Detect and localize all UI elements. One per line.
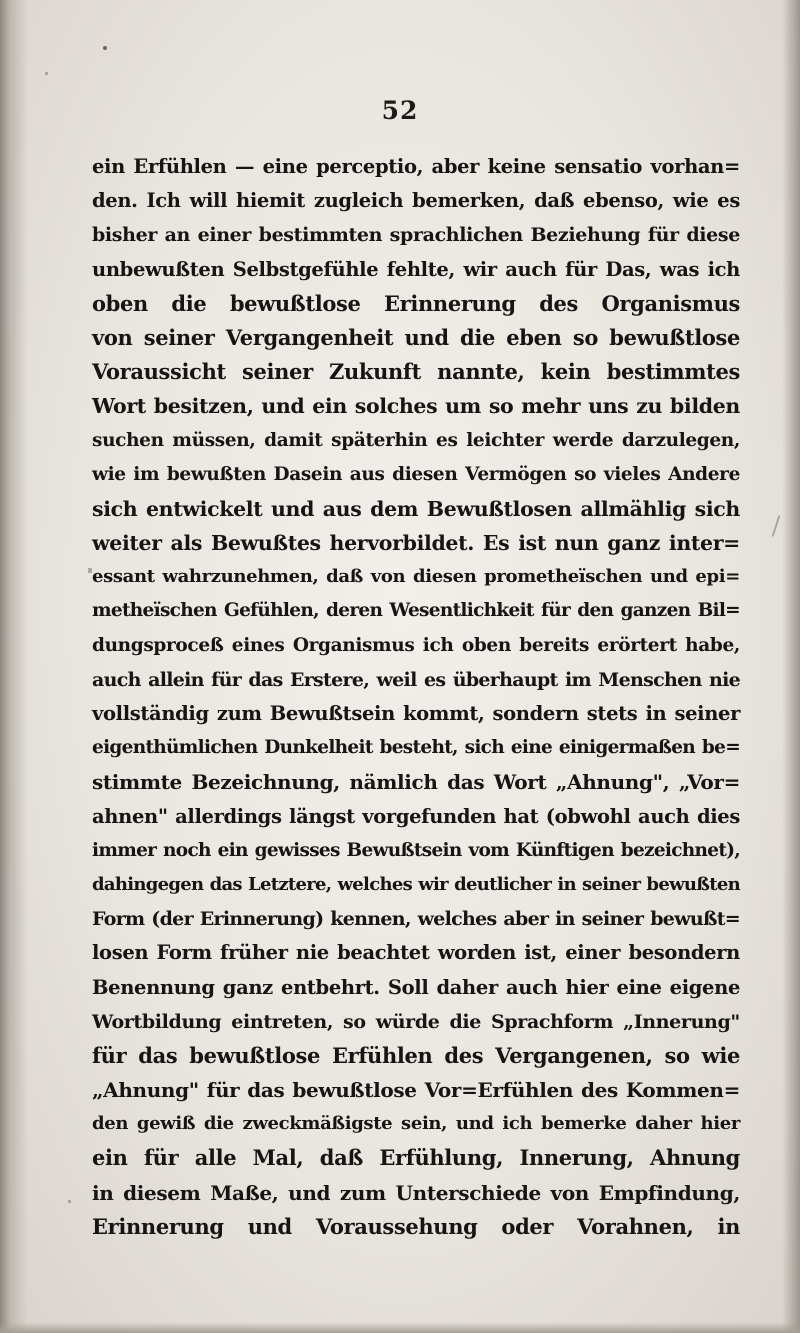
page-bottom-shadow (0, 1322, 800, 1333)
text-line: suchen müssen, damit späterhin es leichter werde darzulegen, (92, 429, 740, 451)
body-text (92, 150, 740, 1244)
text-line: weiter als Bewußtes hervorbildet. Es ist nun ganz inter= (92, 531, 740, 556)
paper-speck (772, 515, 781, 537)
text-line: immer noch ein gewisses Bewußtsein vom Künftigen bezeichnet), (92, 839, 740, 861)
text-line: oben die bewußtlose Erinnerung des Organismus (92, 290, 740, 316)
text-line: bisher an einer bestimmten sprachlichen Beziehung für diese (92, 224, 740, 247)
paper-speck (45, 72, 48, 75)
text-line: vollständig zum Bewußtsein kommt, sondern stets in seiner (92, 702, 740, 725)
paper-speck (68, 1200, 71, 1203)
text-line: Form (der Erinnerung) kennen, welches aber in seiner bewußt= (92, 908, 740, 931)
text-line: in diesem Maße, und zum Unterschiede von Empfindung, (92, 1180, 740, 1205)
paper-speck (103, 46, 107, 50)
text-line: für das bewußtlose Erfühlen des Vergangenen, so wie (92, 1042, 740, 1068)
text-line: auch allein für das Erstere, weil es überhaupt im Menschen nie (92, 668, 740, 691)
text-line: eigenthümlichen Dunkelheit besteht, sich eine einigermaßen be= (92, 737, 740, 759)
text-line: Erinnerung und Voraussehung oder Vorahnen, in (92, 1213, 740, 1239)
text-line: sich entwickelt und aus dem Bewußtlosen allmählig sich (92, 496, 740, 521)
text-line: von seiner Vergangenheit und die eben so bewußtlose (92, 324, 740, 350)
text-line: Voraussicht seiner Zukunft nannte, kein bestimmtes (92, 359, 740, 385)
text-line: „Ahnung" für das bewußtlose Vor=Erfühlen des Kommen= (92, 1078, 740, 1103)
text-line: dungsproceß eines Organismus ich oben bereits erörtert habe, (92, 634, 740, 656)
text-line: ein Erfühlen — eine perceptio, aber keine sensatio vorhan= (92, 155, 740, 178)
text-line: wie im bewußten Dasein aus diesen Vermögen so vieles Andere (92, 463, 740, 485)
text-line: essant wahrzunehmen, daß von diesen prometheïschen und epi= (92, 566, 740, 588)
page-number: 52 (381, 96, 419, 125)
text-line: den gewiß die zweckmäßigste sein, und ich bemerke daher hier (92, 1113, 740, 1135)
text-line: losen Form früher nie beachtet worden ist, einer besondern (92, 941, 740, 965)
text-line: metheïschen Gefühlen, deren Wesentlichkeit für den ganzen Bil= (92, 600, 740, 622)
page-left-shadow (0, 0, 28, 1333)
text-line: Wortbildung eintreten, so würde die Sprachform „Innerung" (92, 1010, 740, 1033)
text-line: unbewußten Selbstgefühle fehlte, wir auch für Das, was ich (92, 257, 740, 281)
text-line: dahingegen das Letztere, welches wir deutlicher in seiner bewußten (92, 873, 740, 895)
page-right-shadow (782, 0, 800, 1333)
text-line: Wort besitzen, und ein solches um so mehr uns zu bilden (92, 394, 740, 419)
text-line: Benennung ganz entbehrt. Soll daher auch hier eine eigene (92, 975, 740, 999)
text-line: stimmte Bezeichnung, nämlich das Wort „Ahnung", „Vor= (92, 770, 740, 795)
text-line: ahnen" allerdings längst vorgefunden hat (obwohl auch dies (92, 804, 740, 828)
text-line: den. Ich will hiemit zugleich bemerken, daß ebenso, wie es (92, 189, 740, 213)
text-line: ein für alle Mal, daß Erfühlung, Innerung, Ahnung (92, 1145, 740, 1171)
